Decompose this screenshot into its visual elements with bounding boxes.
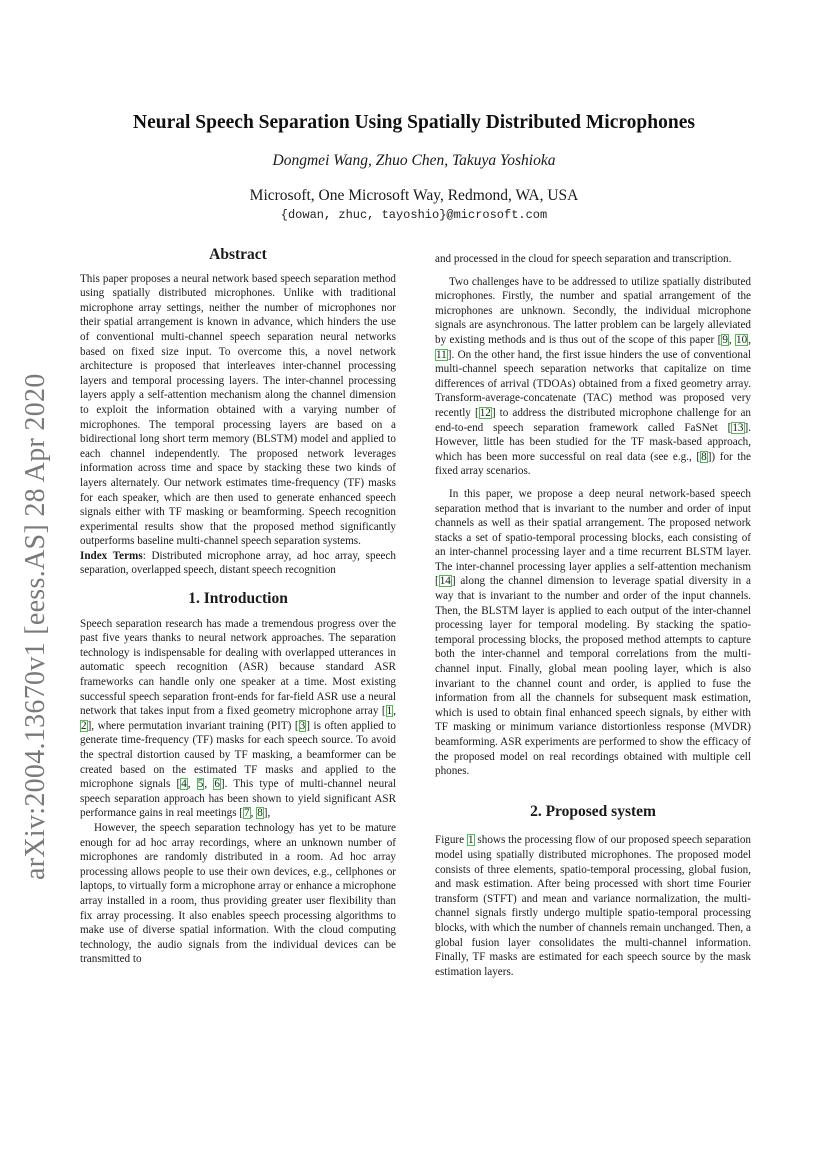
index-terms-label: Index Terms [80,549,143,562]
intro-paragraph-2-continued: and processed in the cloud for speech separation and transcription. [435,253,732,265]
citation-link[interactable]: 2 [81,719,87,732]
citation-link[interactable]: 5 [197,778,204,791]
intro-paragraph-1: Speech separation research has made a tremendous progress over the past five years thanks to neural network approaches. The separation technology is indispensable for dealing with overlapped utterances in automatic speech recognition (ASR) because standard ASR frameworks can handle only one speaker at a time. Most existing successful speech separation front-ends for far-field ASR use a neural network that takes input from a fixed geometry microphone array [1, 2], where permutation invariant training (PIT) [3] is often applied to generate time-frequency (TF) masks for each speech source. To avoid the spectral distortion caused by TF masking, a beamformer can be created based on the estimated TF masks and applied to the microphone signals [4, 5, 6]. This type of multi-channel neural speech separation approach has been shown to yield significant ASR performance gains in real meetings [7, 8], [80,617,397,820]
intro-paragraph-3: Two challenges have to be addressed to utilize spatially distributed microphones. Firstly, the number and spatial arrangement of the microphones are unknown. Secondly, the individual microphone signals are asynchronous. The latter problem can be largely alleviated by existing methods and is thus out of the scope of this paper [9, 10, 11]. On the other hand, the first issue hinders the use of conventional multi-channel speech separation networks that capitalize on time differences of arrival (TDOAs) obtained from a fixed geometry array. Transform-average-concatenate (TAC) method was proposed very recently [12] to address the distributed microphone challenge for an end-to-end speech separation framework called FaSNet [13]. However, little has been studied for the TF mask-based approach, which has been more successful on real data (see e.g., [8]) for the fixed array scenarios. [435,275,752,478]
citation-link[interactable]: 3 [299,719,306,732]
author-email: {dowan, zhuc, tayoshio}@microsoft.com [280,208,548,222]
citation-link[interactable]: 13 [732,421,744,434]
citation-link[interactable]: 12 [479,406,491,419]
intro-paragraph-2: However, the speech separation technology has yet to be mature enough for ad hoc array recordings, where an unknown number of microphones are randomly distributed in a room. Ad hoc array processing allows people to use their own devices, e.g., cellphones or laptops, to virtually form a microphone array or enhance a microphone array installed in a room, thus providing greater user flexibility than fix array processing. It also enables speech processing algorithms to make use of diverse spatial information. With the cloud computing technology, the audio signals from the individual devices can be transmitted to [80,821,396,966]
left-column [80,248,396,967]
introduction-heading: 1. Introduction [188,590,288,608]
intro-paragraph-4: In this paper, we propose a deep neural network-based speech separation method that is invariant to the number and order of input channels as well as their spatial arrangement. The proposed network stacks a set of spatio-temporal processing blocks, each consisting of an inter-channel processing layer and a time recurrent BLSTM layer. The inter-channel processing layer applies a self-attention mechanism [14] along the channel dimension to leverage spatial diversity in a way that is invariant to the number and order of the input channels. Then, the BLSTM layer is applied to each output of the inter-channel processing layer for temporal modeling. By stacking the spatio-temporal processing blocks, the proposed method attempts to capture both the inter-channel and temporal correlations from the multi-channel input. Finally, global mean pooling layer, which is also invariant to the channel count and order, is applied to fuse the information from all the channels for subsequent mask estimation, which is used to obtain final enhanced speech signals, by either with TF masking or minimum variance distortionless response (MVDR) beamforming. ASR experiments are performed to show the efficacy of the proposed model on real recordings obtained with multiple cell phones. [435,487,751,778]
affiliation: Microsoft, One Microsoft Way, Redmond, WA, USA [249,187,579,204]
citation-link[interactable]: 1 [386,705,393,718]
right-column [435,252,751,979]
arxiv-identifier: arXiv:2004.13670v1 [eess.AS] 28 Apr 2020 [20,373,51,880]
abstract-heading: Abstract [209,246,267,263]
paper-title: Neural Speech Separation Using Spatially Distributed Microphones [133,112,695,133]
citation-link[interactable]: 8 [701,450,707,463]
citation-link[interactable]: 4 [181,778,187,791]
author-list: Dongmei Wang, Zhuo Chen, Takuya Yoshioka [272,152,556,169]
figure-link[interactable]: 1 [467,834,474,847]
citation-link[interactable]: 11 [436,348,447,361]
index-terms [80,549,396,578]
citation-link[interactable]: 8 [257,807,263,820]
citation-link[interactable]: 6 [214,778,220,791]
index-terms-text: : Distributed microphone array, ad hoc array, speech separation, overlapped speech, distant speech recognition [80,549,396,577]
citation-link[interactable]: 9 [722,333,728,346]
proposed-system-heading: 2. Proposed system [530,802,656,820]
abstract-body: This paper proposes a neural network based speech separation method using spatially distributed microphones. Unlike with traditional microphone array settings, neither the number of microphones nor their spatial arrangement is known in advance, which hinders the use of conventional multi-channel speech separation neural networks based on fixed size input. To overcome this, a novel network architecture is proposed that interleaves inter-channel processing layers and temporal processing layers. The inter-channel processing layers apply a self-attention mechanism along the channel dimension to exploit the information obtained with a varying number of microphones. The temporal processing layers are based on a bidirectional long short term memory (BLSTM) model and applied to each channel independently. The proposed network leverages information across time and space by stacking these two kinds of layers alternately. Our network estimates time-frequency (TF) masks for each speaker, which are then used to generate enhanced speech signals either with TF masking or beamforming. Speech recognition experimental results show that the proposed method significantly outperforms baseline multi-channel speech separation systems. [80,272,396,548]
citation-link[interactable]: 14 [439,575,451,588]
citation-link[interactable]: 10 [736,333,748,346]
citation-link[interactable]: 7 [244,807,250,820]
proposed-paragraph-1: Figure 1 shows the processing flow of our proposed speech separation model using spatially distributed microphones. The proposed model consists of three elements, spatio-temporal processing, global fusion, and mask estimation. After being processed with short time Fourier transform (STFT) and mean and variance normalization, the multi-channel signals firstly undergo multiple spatio-temporal processing blocks, with which the number of channels remain unchanged. Then, a global fusion layer consolidates the multi-channel information. Finally, TF masks are estimated for each speech source by the mask estimation layers. [435,834,751,978]
